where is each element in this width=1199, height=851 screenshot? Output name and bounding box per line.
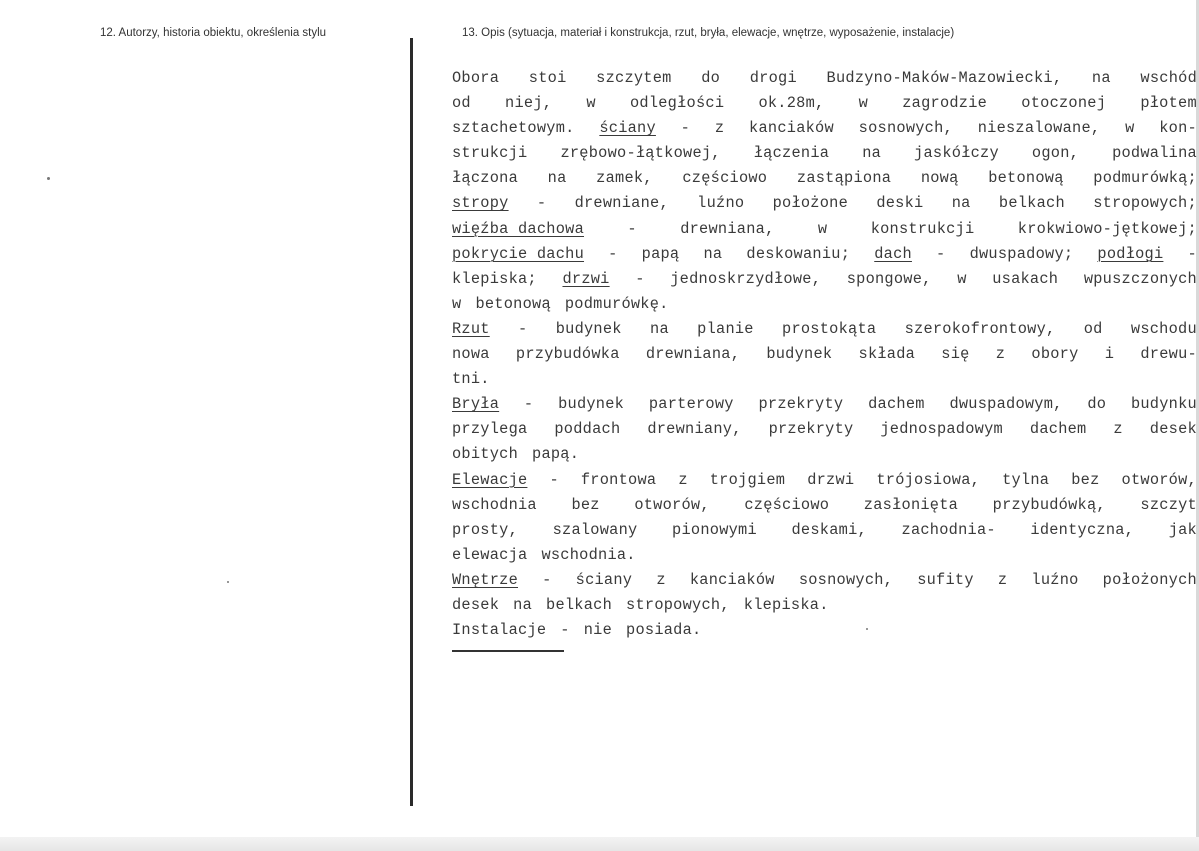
text-word: podmurówką; xyxy=(1093,169,1197,188)
text-word: desek xyxy=(1149,420,1197,439)
text-word: Instalacje xyxy=(452,621,547,640)
text-word: położone xyxy=(772,194,849,213)
text-word: belkach xyxy=(998,194,1065,213)
text-word: częściowo xyxy=(682,169,768,188)
text-word: od xyxy=(1083,319,1103,338)
text-word: - xyxy=(523,395,534,414)
text-line xyxy=(452,392,1197,417)
text-word: Rzut xyxy=(452,319,490,338)
text-word: sosnowych, xyxy=(798,570,894,589)
text-word: z xyxy=(1113,420,1123,439)
text-word: posiada. xyxy=(626,621,702,640)
text-word: otworów, xyxy=(1121,470,1197,489)
text-word: parterowy xyxy=(648,395,734,414)
text-line xyxy=(452,91,1197,116)
text-word: dachem xyxy=(1029,420,1087,439)
text-word: bez xyxy=(1071,470,1100,489)
text-word: - xyxy=(518,319,528,338)
text-word: sufity xyxy=(917,570,974,589)
text-word: - xyxy=(560,621,570,640)
text-word: sztachetowym. xyxy=(452,119,575,138)
text-word: drewniana, xyxy=(680,219,775,238)
text-word: składa xyxy=(858,345,916,364)
text-word: dwuspadowy; xyxy=(969,244,1074,263)
text-word: kon- xyxy=(1159,119,1197,138)
text-word: deskowaniu; xyxy=(746,244,851,263)
text-word: szalowany xyxy=(552,520,638,539)
text-word: wpuszczonych xyxy=(1083,269,1197,288)
text-word: szczytem xyxy=(596,69,672,87)
text-word: budynek xyxy=(766,345,833,364)
text-word: wschodnia. xyxy=(541,545,636,564)
text-word: jednoskrzydłowe, xyxy=(670,269,822,288)
text-line xyxy=(452,618,1197,643)
text-word: pokrycie dachu xyxy=(452,244,585,263)
text-line xyxy=(452,166,1197,191)
text-word: zagrodzie xyxy=(902,94,988,113)
text-word: klepiska; xyxy=(452,269,537,288)
text-line xyxy=(452,493,1197,518)
text-word: dwuspadowym, xyxy=(949,395,1063,414)
text-word: łączona xyxy=(452,169,519,188)
text-word: - xyxy=(536,194,547,213)
text-word: zrębowo-łątkowej, xyxy=(560,144,721,163)
text-word: z xyxy=(714,119,725,138)
text-line xyxy=(452,267,1197,292)
text-word: - xyxy=(1187,244,1197,263)
text-word: drewu- xyxy=(1140,345,1197,364)
section-12-heading: 12. Autorzy, historia obiektu, określenia stylu xyxy=(100,27,327,39)
page-edge-bottom xyxy=(0,837,1199,851)
text-word: i xyxy=(1104,345,1115,364)
text-word: przybudówka xyxy=(515,345,620,364)
text-line xyxy=(452,417,1197,442)
text-word: zachodnia- xyxy=(901,520,996,539)
text-word: zastąpiona xyxy=(796,169,892,188)
text-word: przybudówką, xyxy=(992,495,1106,514)
text-word: - xyxy=(549,470,559,489)
text-word: zamek, xyxy=(596,169,653,188)
text-line xyxy=(452,442,1197,467)
text-line xyxy=(452,367,1197,392)
text-word: stropy xyxy=(452,194,509,213)
text-word: przylega xyxy=(452,420,528,439)
text-word: jednospadowym xyxy=(880,420,1003,439)
text-word: betonową xyxy=(475,294,551,313)
paper-speck xyxy=(47,177,50,180)
text-word: do xyxy=(1087,395,1107,414)
description-text xyxy=(452,66,1197,643)
text-word: desek xyxy=(452,595,500,614)
text-word: konstrukcji xyxy=(870,219,975,238)
text-word: - xyxy=(608,244,618,263)
text-word: betonową xyxy=(988,169,1064,188)
text-line xyxy=(452,568,1197,593)
end-underline xyxy=(452,650,564,652)
text-word: w xyxy=(858,94,869,113)
text-word: z xyxy=(678,470,688,489)
text-word: drogi xyxy=(749,69,797,87)
text-word: drewniane, xyxy=(574,194,669,213)
text-word: z xyxy=(656,570,666,589)
text-word: więźba dachowa xyxy=(452,219,585,238)
text-word: sosnowych, xyxy=(858,119,953,138)
text-word: dachem xyxy=(868,395,925,414)
text-line xyxy=(452,66,1197,91)
text-word: Bryła xyxy=(452,395,500,414)
text-word: dach xyxy=(874,244,912,263)
section-13-heading: 13. Opis (sytuacja, materiał i konstrukcja, rzut, bryła, elewacje, wnętrze, wyposażenie, instalacje) xyxy=(462,27,955,39)
text-word: stoi xyxy=(528,69,567,87)
text-word: przekryty xyxy=(768,420,854,439)
text-word: częściowo xyxy=(744,495,830,514)
text-word: w xyxy=(1125,119,1135,138)
text-word: Obora xyxy=(452,69,500,87)
text-word: usakach xyxy=(992,269,1059,288)
text-word: na xyxy=(650,319,669,338)
text-word: płotem xyxy=(1140,94,1197,113)
text-line xyxy=(452,191,1197,216)
text-line xyxy=(452,242,1197,267)
text-word: poddach xyxy=(554,420,621,439)
text-word: krokwiowo-jętkowej; xyxy=(1017,219,1197,238)
text-word: odległości xyxy=(629,94,725,113)
text-word: - xyxy=(635,269,645,288)
text-word: z xyxy=(995,345,1006,364)
text-word: stropowych, xyxy=(626,595,730,614)
text-word: podmurówkę. xyxy=(564,294,669,313)
text-line xyxy=(452,116,1197,141)
text-word: trójosiowa, xyxy=(876,470,981,489)
text-word: - xyxy=(542,570,552,589)
text-word: belkach xyxy=(546,595,613,614)
text-word: stropowych; xyxy=(1093,194,1197,213)
text-word: na xyxy=(1091,69,1111,87)
column-divider xyxy=(410,38,413,806)
text-word: pionowymi xyxy=(672,520,757,539)
text-word: luźno xyxy=(697,194,745,213)
text-word: Elewacje xyxy=(452,470,528,489)
text-word: klepiska. xyxy=(743,595,829,614)
text-word: ogon, xyxy=(1031,144,1080,163)
text-word: ok.28m, xyxy=(758,94,825,113)
text-word: na xyxy=(547,169,567,188)
text-word: na xyxy=(703,244,723,263)
text-word: papą. xyxy=(532,445,580,464)
text-word: deski xyxy=(876,194,924,213)
text-word: nieszalowane, xyxy=(977,119,1101,138)
text-word: podłogi xyxy=(1097,244,1164,263)
text-word: budynku xyxy=(1130,395,1197,414)
text-line xyxy=(452,141,1197,166)
text-word: bez xyxy=(571,495,600,514)
text-word: obory xyxy=(1031,345,1079,364)
text-word: otoczonej xyxy=(1021,94,1107,113)
text-word: trojgiem xyxy=(709,470,786,489)
text-line xyxy=(452,342,1197,367)
text-word: na xyxy=(513,595,533,614)
text-word: niej, xyxy=(505,94,553,113)
text-word: zasłonięta xyxy=(863,495,959,514)
text-word: jaskółczy xyxy=(914,144,999,163)
text-word: kanciaków xyxy=(749,119,834,138)
text-word: wschodnia xyxy=(452,495,537,514)
text-word: położonych xyxy=(1102,570,1197,589)
text-line xyxy=(452,292,1197,317)
text-word: elewacja xyxy=(452,545,528,564)
text-word: na xyxy=(862,144,882,163)
text-word: ściany xyxy=(575,570,633,589)
text-word: w xyxy=(586,94,596,113)
text-word: się xyxy=(941,345,970,364)
text-word: nową xyxy=(920,169,959,188)
text-line xyxy=(452,518,1197,543)
text-word: drzwi xyxy=(562,269,610,288)
text-word: prosty, xyxy=(452,520,519,539)
text-word: z xyxy=(997,570,1008,589)
text-word: wschodu xyxy=(1130,319,1197,338)
text-word: wschód xyxy=(1140,69,1197,87)
text-word: papą xyxy=(641,244,680,263)
text-word: od xyxy=(452,94,471,113)
text-word: w xyxy=(452,294,462,313)
text-word: jak xyxy=(1168,520,1197,539)
text-word: prostokąta xyxy=(782,319,877,338)
text-line xyxy=(452,317,1197,342)
text-word: spongowe, xyxy=(846,269,932,288)
text-word: nie xyxy=(583,621,613,640)
text-word: kanciaków xyxy=(689,570,775,589)
text-word: planie xyxy=(697,319,754,338)
text-word: obitych xyxy=(452,445,519,464)
text-word: podwalina xyxy=(1112,144,1197,163)
text-word: frontowa xyxy=(580,470,657,489)
text-word: - xyxy=(936,244,946,263)
text-word: drewniana, xyxy=(645,345,741,364)
text-word: otworów, xyxy=(634,495,710,514)
text-line xyxy=(452,593,1197,618)
text-word: drzwi xyxy=(807,470,855,489)
text-word: w xyxy=(817,219,828,238)
text-word: identyczna, xyxy=(1030,520,1135,539)
text-word: szerokofrontowy, xyxy=(904,319,1056,338)
text-word: drewniany, xyxy=(647,420,742,439)
text-word: luźno xyxy=(1031,570,1079,589)
text-word: budynek xyxy=(555,319,622,338)
text-line xyxy=(452,543,1197,568)
text-word: na xyxy=(951,194,971,213)
text-word: łączenia xyxy=(753,144,830,163)
text-word: nowa xyxy=(452,345,490,364)
text-word: deskami, xyxy=(791,520,867,539)
text-word: tylna xyxy=(1002,470,1050,489)
text-word: - xyxy=(627,219,637,238)
text-word: w xyxy=(957,269,967,288)
text-line xyxy=(452,217,1197,242)
text-word: ściany xyxy=(599,119,656,138)
text-word: przekryty xyxy=(758,395,844,414)
text-word: Budzyno-Maków-Mazowiecki, xyxy=(826,69,1063,87)
text-word: tni. xyxy=(452,370,490,389)
text-word: Wnętrze xyxy=(452,570,519,589)
text-word: - xyxy=(680,119,691,138)
text-word: budynek xyxy=(558,395,625,414)
text-word: do xyxy=(701,69,721,87)
text-word: szczyt xyxy=(1140,495,1197,514)
paper-speck xyxy=(227,581,229,583)
text-line xyxy=(452,468,1197,493)
text-word: strukcji xyxy=(452,144,528,163)
